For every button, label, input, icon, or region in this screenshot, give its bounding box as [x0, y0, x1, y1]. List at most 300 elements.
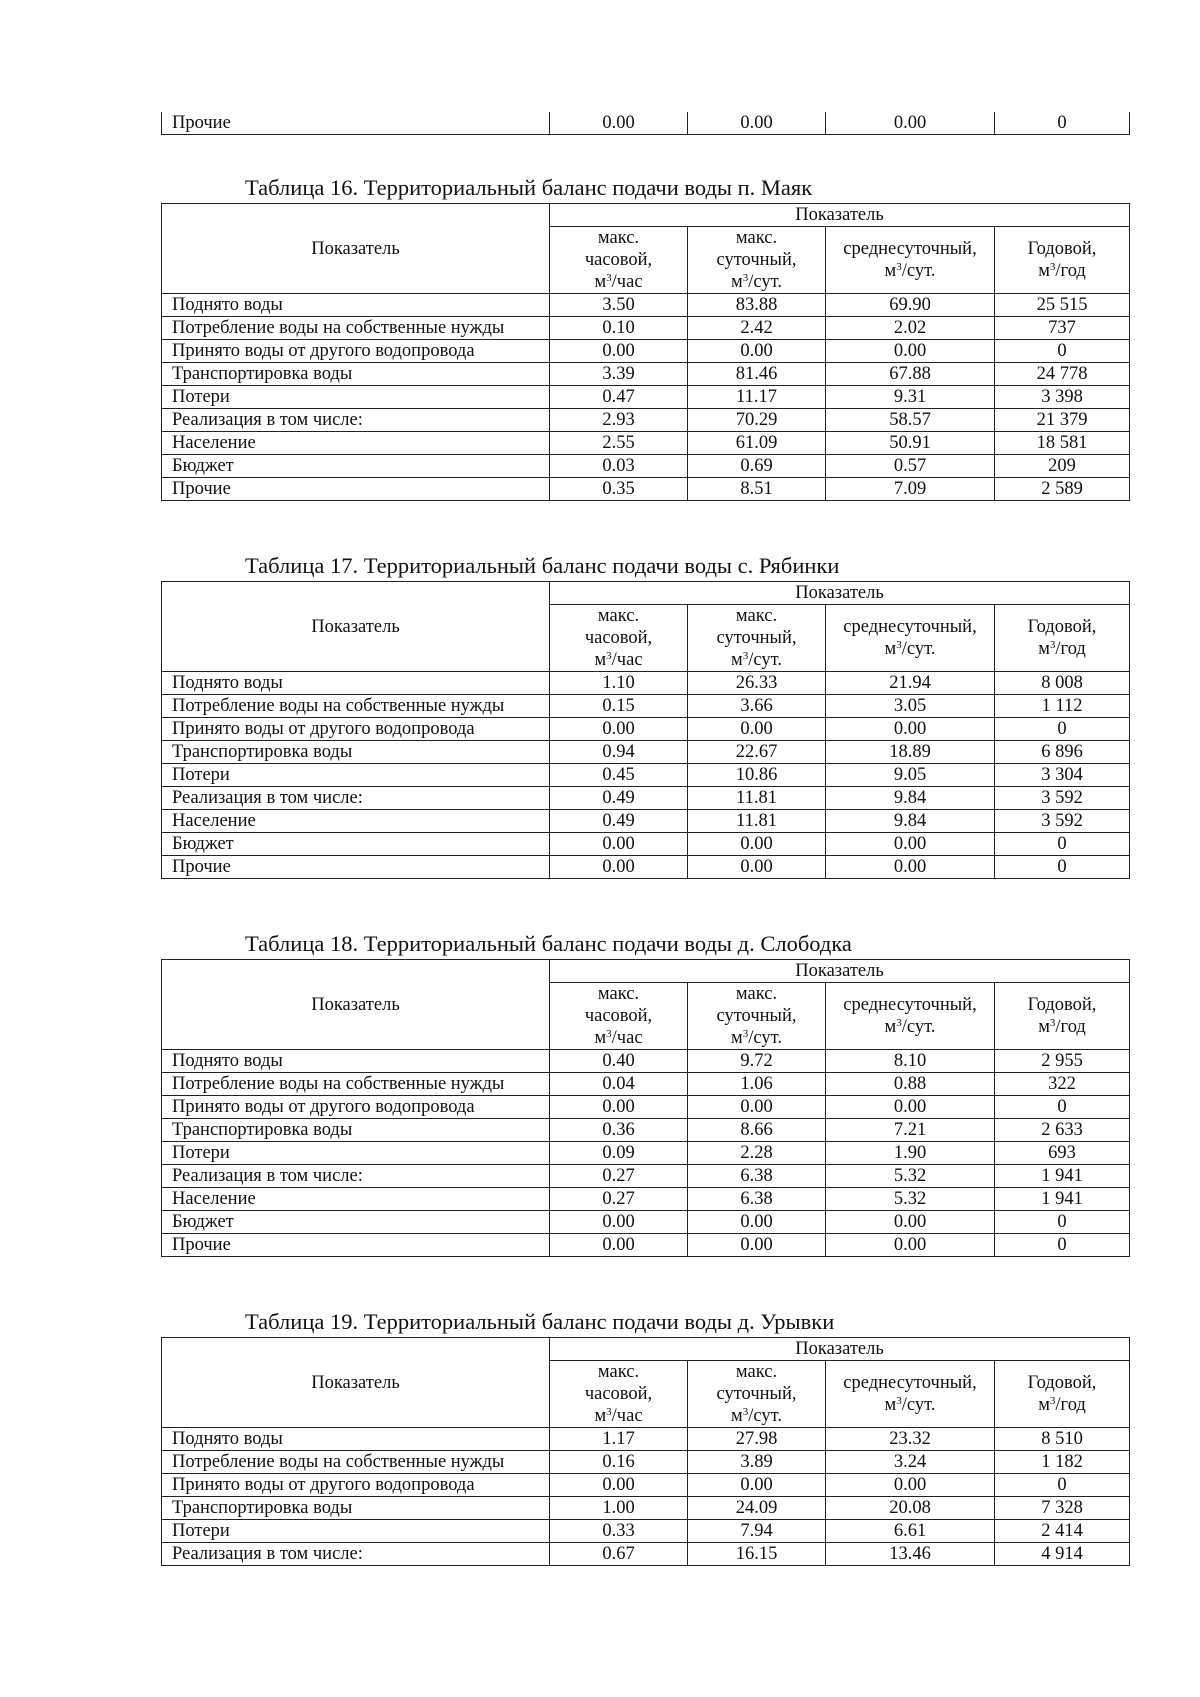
unit-base: м — [884, 261, 897, 281]
cell-max-daily: 0.00 — [688, 833, 826, 856]
row-label: Поднято воды — [162, 672, 550, 695]
table-row — [162, 672, 1130, 695]
table-row — [162, 340, 1130, 363]
header-unit — [885, 261, 936, 281]
cell-max-hourly: 3.39 — [550, 363, 688, 386]
cell-max-hourly: 2.93 — [550, 409, 688, 432]
cell-max-hourly: 3.50 — [550, 294, 688, 317]
header-max-hourly — [550, 1361, 688, 1428]
cell-avg-daily: 58.57 — [826, 409, 995, 432]
header-unit — [594, 272, 642, 292]
previous-table-fragment — [161, 112, 1130, 135]
row-label: Потребление воды на собственные нужды — [162, 317, 550, 340]
cell-max-daily: 70.29 — [688, 409, 826, 432]
unit-rest: /сут. — [748, 650, 782, 670]
header-avg-daily — [826, 227, 995, 294]
cell-avg-daily: 13.46 — [826, 1543, 995, 1566]
unit-exponent: 3 — [1049, 261, 1056, 273]
header-line: макс. — [735, 606, 778, 626]
unit-rest: /час — [611, 272, 643, 292]
cell-max-daily: 0.00 — [688, 1234, 826, 1257]
table-row — [162, 787, 1130, 810]
table-row — [162, 1211, 1130, 1234]
table-row — [162, 294, 1130, 317]
balance-table — [161, 959, 1130, 1257]
unit-exponent: 3 — [1049, 639, 1056, 651]
unit-base: м — [731, 650, 743, 670]
table-row — [162, 1520, 1130, 1543]
row-label: Потребление воды на собственные нужды — [162, 695, 550, 718]
cell-avg-daily: 67.88 — [826, 363, 995, 386]
unit-exponent: 3 — [896, 639, 902, 651]
table-row — [162, 1096, 1130, 1119]
cell-avg-daily: 0.00 — [826, 1474, 995, 1497]
unit-exponent: 3 — [896, 261, 902, 273]
row-label: Поднято воды — [162, 294, 550, 317]
cell-annual: 6 896 — [995, 741, 1130, 764]
cell-avg-daily: 0.00 — [826, 1211, 995, 1234]
unit-exponent: 3 — [606, 1028, 612, 1040]
cell-max-hourly: 0.00 — [550, 112, 688, 135]
cell-max-daily: 0.00 — [688, 1211, 826, 1234]
cell-avg-daily: 18.89 — [826, 741, 995, 764]
cell-max-daily: 9.72 — [688, 1050, 826, 1073]
cell-avg-daily: 0.00 — [826, 833, 995, 856]
header-line: макс. — [597, 606, 640, 626]
header-line: среднесуточный, — [843, 1373, 977, 1393]
table-row — [162, 1119, 1130, 1142]
header-line: Годовой, — [1027, 995, 1097, 1015]
table-caption: Таблица 18. Территориальный баланс подачи воды д. Слободка — [245, 931, 852, 956]
header-unit — [1038, 261, 1086, 281]
unit-rest: /сут. — [748, 272, 782, 292]
unit-rest: /год — [1055, 1017, 1086, 1037]
header-annual — [995, 605, 1130, 672]
header-row — [162, 960, 1130, 983]
header-unit — [885, 1017, 936, 1037]
row-label: Потери — [162, 386, 550, 409]
cell-max-daily: 6.38 — [688, 1188, 826, 1211]
header-line: суточный, — [716, 1006, 797, 1026]
header-line: часовой, — [584, 1384, 653, 1404]
cell-annual: 8 510 — [995, 1428, 1130, 1451]
table-row — [162, 764, 1130, 787]
unit-rest: /час — [611, 1406, 643, 1426]
unit-rest: /час — [611, 1028, 643, 1048]
cell-max-hourly: 0.00 — [550, 1096, 688, 1119]
unit-exponent: 3 — [1049, 1017, 1056, 1029]
unit-exponent: 3 — [896, 1395, 902, 1407]
unit-base: м — [594, 1406, 607, 1426]
cell-avg-daily: 0.00 — [826, 1234, 995, 1257]
cell-max-hourly: 0.15 — [550, 695, 688, 718]
unit-exponent: 3 — [606, 1406, 612, 1418]
unit-rest: /сут. — [901, 1395, 936, 1415]
cell-max-hourly: 0.27 — [550, 1188, 688, 1211]
unit-exponent: 3 — [606, 272, 612, 284]
row-label: Транспортировка воды — [162, 741, 550, 764]
unit-base: м — [594, 1028, 607, 1048]
cell-avg-daily: 23.32 — [826, 1428, 995, 1451]
table-row — [162, 856, 1130, 879]
unit-exponent: 3 — [742, 650, 749, 662]
header-line: суточный, — [716, 1384, 797, 1404]
row-label: Прочие — [162, 112, 550, 135]
header-unit — [1038, 639, 1086, 659]
cell-max-hourly: 0.00 — [550, 1234, 688, 1257]
row-label: Население — [162, 810, 550, 833]
cell-max-daily: 81.46 — [688, 363, 826, 386]
cell-max-daily: 0.00 — [688, 856, 826, 879]
cell-max-daily: 8.66 — [688, 1119, 826, 1142]
unit-base: м — [1038, 1395, 1050, 1415]
cell-max-hourly: 0.00 — [550, 340, 688, 363]
table-row — [162, 478, 1130, 501]
header-unit — [885, 639, 936, 659]
cell-avg-daily: 0.00 — [826, 340, 995, 363]
header-line: макс. — [735, 984, 778, 1004]
cell-max-hourly: 1.17 — [550, 1428, 688, 1451]
header-annual — [995, 1361, 1130, 1428]
header-unit — [731, 272, 782, 292]
cell-annual: 3 398 — [995, 386, 1130, 409]
cell-max-daily: 22.67 — [688, 741, 826, 764]
cell-max-daily: 83.88 — [688, 294, 826, 317]
cell-max-daily: 27.98 — [688, 1428, 826, 1451]
cell-max-hourly: 0.47 — [550, 386, 688, 409]
header-unit — [594, 1028, 642, 1048]
cell-max-daily: 11.81 — [688, 810, 826, 833]
cell-avg-daily: 0.57 — [826, 455, 995, 478]
cell-max-hourly: 0.33 — [550, 1520, 688, 1543]
cell-max-hourly: 0.67 — [550, 1543, 688, 1566]
cell-max-hourly: 0.03 — [550, 455, 688, 478]
balance-table — [161, 203, 1130, 501]
cell-avg-daily: 0.00 — [826, 718, 995, 741]
table-row — [162, 833, 1130, 856]
cell-max-daily: 26.33 — [688, 672, 826, 695]
cell-max-daily: 0.69 — [688, 455, 826, 478]
cell-max-hourly: 1.00 — [550, 1497, 688, 1520]
header-group-label: Показатель — [550, 960, 1130, 983]
cell-max-daily: 61.09 — [688, 432, 826, 455]
header-max-daily — [688, 227, 826, 294]
cell-avg-daily: 8.10 — [826, 1050, 995, 1073]
header-max-hourly — [550, 605, 688, 672]
table-caption: Таблица 16. Территориальный баланс подачи воды п. Маяк — [245, 175, 813, 200]
cell-max-hourly: 0.09 — [550, 1142, 688, 1165]
table-row — [162, 1497, 1130, 1520]
row-label: Поднято воды — [162, 1050, 550, 1073]
row-label: Потребление воды на собственные нужды — [162, 1451, 550, 1474]
cell-avg-daily: 7.09 — [826, 478, 995, 501]
unit-base: м — [1038, 639, 1050, 659]
table-row — [162, 695, 1130, 718]
unit-base: м — [731, 272, 743, 292]
table-row — [162, 1474, 1130, 1497]
unit-exponent: 3 — [742, 1406, 749, 1418]
cell-avg-daily: 0.00 — [826, 112, 995, 135]
header-line: макс. — [735, 1362, 778, 1382]
unit-base: м — [594, 650, 607, 670]
table-row — [162, 741, 1130, 764]
table-row — [162, 409, 1130, 432]
row-label: Реализация в том числе: — [162, 409, 550, 432]
row-label: Прочие — [162, 1234, 550, 1257]
header-line: Годовой, — [1027, 1373, 1097, 1393]
cell-max-hourly: 0.27 — [550, 1165, 688, 1188]
cell-annual: 1 941 — [995, 1165, 1130, 1188]
cell-annual: 0 — [995, 1234, 1130, 1257]
header-annual — [995, 227, 1130, 294]
cell-avg-daily: 0.88 — [826, 1073, 995, 1096]
cell-avg-daily: 3.05 — [826, 695, 995, 718]
unit-exponent: 3 — [606, 650, 612, 662]
cell-max-daily: 10.86 — [688, 764, 826, 787]
cell-annual: 322 — [995, 1073, 1130, 1096]
header-line: часовой, — [584, 628, 653, 648]
header-unit — [731, 650, 782, 670]
row-label: Прочие — [162, 856, 550, 879]
header-unit — [731, 1028, 782, 1048]
cell-annual: 25 515 — [995, 294, 1130, 317]
table-row — [162, 1050, 1130, 1073]
cell-avg-daily: 20.08 — [826, 1497, 995, 1520]
header-max-daily — [688, 1361, 826, 1428]
header-line: Годовой, — [1027, 617, 1097, 637]
header-max-hourly — [550, 227, 688, 294]
cell-max-daily: 24.09 — [688, 1497, 826, 1520]
table-caption: Таблица 17. Территориальный баланс подачи воды с. Рябинки — [245, 553, 840, 578]
header-unit — [885, 1395, 936, 1415]
header-row — [162, 1338, 1130, 1361]
cell-max-hourly: 0.00 — [550, 856, 688, 879]
cell-annual: 8 008 — [995, 672, 1130, 695]
cell-avg-daily: 5.32 — [826, 1188, 995, 1211]
unit-base: м — [1038, 1017, 1050, 1037]
cell-max-hourly: 0.35 — [550, 478, 688, 501]
header-line: среднесуточный, — [843, 995, 977, 1015]
row-label: Потери — [162, 764, 550, 787]
cell-avg-daily: 5.32 — [826, 1165, 995, 1188]
cell-annual: 21 379 — [995, 409, 1130, 432]
header-line: суточный, — [716, 250, 797, 270]
table-row — [162, 363, 1130, 386]
header-line: макс. — [597, 1362, 640, 1382]
cell-annual: 2 633 — [995, 1119, 1130, 1142]
cell-max-hourly: 0.00 — [550, 1211, 688, 1234]
table-row — [162, 455, 1130, 478]
cell-annual: 2 589 — [995, 478, 1130, 501]
header-line: часовой, — [584, 1006, 653, 1026]
unit-rest: /сут. — [901, 1017, 936, 1037]
row-label: Транспортировка воды — [162, 1497, 550, 1520]
cell-max-daily: 11.17 — [688, 386, 826, 409]
cell-avg-daily: 21.94 — [826, 672, 995, 695]
cell-avg-daily: 50.91 — [826, 432, 995, 455]
header-line: среднесуточный, — [843, 617, 977, 637]
table-row — [162, 1543, 1130, 1566]
header-max-hourly — [550, 983, 688, 1050]
cell-annual: 693 — [995, 1142, 1130, 1165]
cell-max-hourly: 0.10 — [550, 317, 688, 340]
header-line: суточный, — [716, 628, 797, 648]
cell-annual: 0 — [995, 112, 1130, 135]
header-avg-daily — [826, 983, 995, 1050]
header-line: Годовой, — [1027, 239, 1097, 259]
header-row-label: Показатель — [162, 204, 550, 294]
unit-base: м — [731, 1028, 743, 1048]
header-row-label: Показатель — [162, 1338, 550, 1428]
row-label: Бюджет — [162, 1211, 550, 1234]
header-line: среднесуточный, — [843, 239, 977, 259]
cell-max-daily: 3.66 — [688, 695, 826, 718]
cell-max-daily: 3.89 — [688, 1451, 826, 1474]
cell-max-daily: 2.42 — [688, 317, 826, 340]
cell-max-hourly: 0.00 — [550, 718, 688, 741]
table-caption: Таблица 19. Территориальный баланс подачи воды д. Урывки — [245, 1309, 835, 1334]
cell-annual: 24 778 — [995, 363, 1130, 386]
cell-annual: 1 182 — [995, 1451, 1130, 1474]
header-unit — [594, 650, 642, 670]
cell-annual: 0 — [995, 718, 1130, 741]
table-row — [162, 718, 1130, 741]
header-max-daily — [688, 983, 826, 1050]
unit-rest: /сут. — [748, 1028, 782, 1048]
row-label: Реализация в том числе: — [162, 1543, 550, 1566]
cell-annual: 1 941 — [995, 1188, 1130, 1211]
header-unit — [1038, 1017, 1086, 1037]
cell-max-daily: 8.51 — [688, 478, 826, 501]
cell-max-daily: 16.15 — [688, 1543, 826, 1566]
table-row — [162, 112, 1130, 135]
unit-exponent: 3 — [742, 1028, 749, 1040]
cell-annual: 2 955 — [995, 1050, 1130, 1073]
cell-avg-daily: 2.02 — [826, 317, 995, 340]
header-group-label: Показатель — [550, 1338, 1130, 1361]
table-row — [162, 386, 1130, 409]
cell-max-hourly: 0.36 — [550, 1119, 688, 1142]
unit-rest: /час — [611, 650, 643, 670]
table-row — [162, 1165, 1130, 1188]
header-unit — [1038, 1395, 1086, 1415]
header-row — [162, 582, 1130, 605]
unit-rest: /сут. — [748, 1406, 782, 1426]
cell-annual: 2 414 — [995, 1520, 1130, 1543]
cell-max-daily: 0.00 — [688, 1096, 826, 1119]
unit-rest: /год — [1055, 261, 1086, 281]
cell-avg-daily: 7.21 — [826, 1119, 995, 1142]
cell-annual: 1 112 — [995, 695, 1130, 718]
header-group-label: Показатель — [550, 582, 1130, 605]
row-label: Население — [162, 432, 550, 455]
cell-max-hourly: 0.49 — [550, 787, 688, 810]
unit-rest: /сут. — [901, 261, 936, 281]
cell-avg-daily: 1.90 — [826, 1142, 995, 1165]
unit-base: м — [884, 1395, 897, 1415]
header-unit — [731, 1406, 782, 1426]
header-line: макс. — [735, 228, 778, 248]
cell-annual: 4 914 — [995, 1543, 1130, 1566]
row-label: Принято воды от другого водопровода — [162, 1096, 550, 1119]
unit-base: м — [594, 272, 607, 292]
cell-annual: 3 592 — [995, 787, 1130, 810]
cell-avg-daily: 69.90 — [826, 294, 995, 317]
header-row — [162, 204, 1130, 227]
cell-annual: 0 — [995, 833, 1130, 856]
cell-max-hourly: 0.94 — [550, 741, 688, 764]
cell-max-daily: 0.00 — [688, 340, 826, 363]
header-avg-daily — [826, 1361, 995, 1428]
cell-avg-daily: 9.84 — [826, 810, 995, 833]
row-label: Население — [162, 1188, 550, 1211]
cell-max-daily: 7.94 — [688, 1520, 826, 1543]
header-unit — [594, 1406, 642, 1426]
cell-annual: 3 592 — [995, 810, 1130, 833]
table-row — [162, 1142, 1130, 1165]
cell-avg-daily: 0.00 — [826, 856, 995, 879]
cell-avg-daily: 9.84 — [826, 787, 995, 810]
table-row — [162, 810, 1130, 833]
cell-annual: 3 304 — [995, 764, 1130, 787]
unit-base: м — [884, 1017, 897, 1037]
cell-max-daily: 1.06 — [688, 1073, 826, 1096]
row-label: Бюджет — [162, 455, 550, 478]
row-label: Поднято воды — [162, 1428, 550, 1451]
table-row — [162, 1451, 1130, 1474]
row-label: Прочие — [162, 478, 550, 501]
header-row-label: Показатель — [162, 960, 550, 1050]
table-row — [162, 1234, 1130, 1257]
header-max-daily — [688, 605, 826, 672]
cell-max-hourly: 0.16 — [550, 1451, 688, 1474]
cell-max-daily: 0.00 — [688, 112, 826, 135]
row-label: Транспортировка воды — [162, 363, 550, 386]
row-label: Реализация в том числе: — [162, 1165, 550, 1188]
cell-annual: 7 328 — [995, 1497, 1130, 1520]
cell-max-hourly: 0.49 — [550, 810, 688, 833]
header-line: макс. — [597, 984, 640, 1004]
row-label: Потери — [162, 1142, 550, 1165]
cell-annual: 0 — [995, 1096, 1130, 1119]
unit-base: м — [1038, 261, 1050, 281]
cell-max-daily: 0.00 — [688, 1474, 826, 1497]
unit-rest: /сут. — [901, 639, 936, 659]
table-row — [162, 432, 1130, 455]
unit-exponent: 3 — [742, 272, 749, 284]
cell-annual: 737 — [995, 317, 1130, 340]
cell-annual: 18 581 — [995, 432, 1130, 455]
cell-avg-daily: 3.24 — [826, 1451, 995, 1474]
cell-avg-daily: 6.61 — [826, 1520, 995, 1543]
cell-max-hourly: 0.00 — [550, 833, 688, 856]
header-avg-daily — [826, 605, 995, 672]
unit-base: м — [731, 1406, 743, 1426]
row-label: Потери — [162, 1520, 550, 1543]
row-label: Принято воды от другого водопровода — [162, 1474, 550, 1497]
cell-max-hourly: 0.45 — [550, 764, 688, 787]
row-label: Реализация в том числе: — [162, 787, 550, 810]
header-group-label: Показатель — [550, 204, 1130, 227]
table-row — [162, 317, 1130, 340]
header-row-label: Показатель — [162, 582, 550, 672]
cell-avg-daily: 9.05 — [826, 764, 995, 787]
table-row — [162, 1073, 1130, 1096]
cell-max-daily: 0.00 — [688, 718, 826, 741]
cell-max-hourly: 0.00 — [550, 1474, 688, 1497]
row-label: Транспортировка воды — [162, 1119, 550, 1142]
cell-max-daily: 11.81 — [688, 787, 826, 810]
